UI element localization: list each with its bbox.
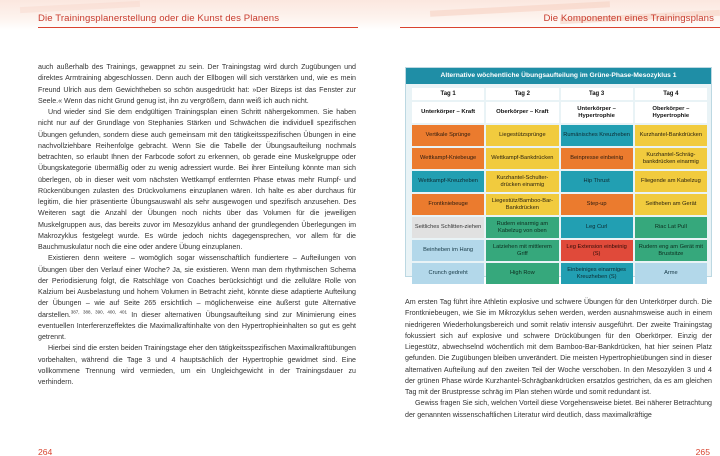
table-header-day2: Tag 2 [486, 88, 558, 100]
table-cell: Liegestützsprünge [486, 125, 558, 146]
table-cell: Rumänisches Kreuzheben [561, 125, 633, 146]
table-cell: Einbeiniges einarmiges Kreuzheben (S) [561, 263, 633, 284]
table-cell: Leg Curl [561, 217, 633, 238]
table-cell: Rudern eng am Gerät mit Brustsitze [635, 240, 707, 261]
table-cell: Rudern einarmig am Kabelzug von oben [486, 217, 558, 238]
table-cell: Leg Extension einbeinig (S) [561, 240, 633, 261]
right-page-body [405, 297, 712, 421]
table-cell: Arme [635, 263, 707, 284]
table-cell: Wettkampf-Bankdrücken [486, 148, 558, 169]
table-cell: Frontkniebeuge [412, 194, 484, 215]
citation-superscript: 387, 388, 390, 400, 401 [70, 309, 128, 315]
table-header-day4: Tag 4 [635, 88, 707, 100]
table-row-label: Oberkörper – Kraft [486, 102, 558, 123]
table-cell: Kurzhantel-Bankdrücken [635, 125, 707, 146]
table-title: Alternative wöchentliche Übungsaufteilung im Grüne-Phase-Mesozyklus 1 [406, 68, 711, 84]
exercise-split-table [405, 67, 712, 280]
table-cell: Fliegende am Kabelzug [635, 171, 707, 192]
header-rule-left [38, 27, 358, 28]
table-cell: Crunch gedreht [412, 263, 484, 284]
paragraph: Gewiss fragen Sie sich, welchen Vorteil diese Vorgehensweise bietet. Bei näherer Betrachtung der genannten wissenschaftlichen Literatur wird deutlich, dass maximalkräftige [405, 399, 712, 419]
table-cell: Latziehen mit mittlerem Griff [486, 240, 558, 261]
table-cell: Hip Thrust [561, 171, 633, 192]
table-cell: Riac Lat Pull [635, 217, 707, 238]
table-cell: Vertikale Sprünge [412, 125, 484, 146]
header-rule-right [400, 27, 720, 28]
table-cell: Liegestütz/Bamboo-Bar-Bankdrücken [486, 194, 558, 215]
table-header-day1: Tag 1 [412, 88, 484, 100]
table-cell: Step-up [561, 194, 633, 215]
table-grid [410, 86, 709, 286]
paragraph: Hierbei sind die ersten beiden Trainingstage eher den tätigkeitsspezifischen Maximalkraftübungen vorbehalten, während die Tage 3 und 4 hauptsächlich der Hypertrophie gewidmet sind. Eine vollkommene Trennung wird vermieden, um ein Ungleichgewicht in der Trainingsdauer zu verhindern. [38, 344, 356, 386]
table-cell: Wettkampf-Kniebeuge [412, 148, 484, 169]
paragraph: auch außerhalb des Trainings, gewappnet zu sein. Der Trainingstag wird durch Zugübungen und direktes Armtraining abgeschlossen. Denn auch der Ellbogen will sich verstärken und, wie es mein Freund Ulrich aus dem Gewichtheben so schön ausgedrückt hat: »Der Bizeps ist das Fenster zur Seele.« Wenn das nicht Grund genug ist, ihn zu vergrößern, dann weiß ich auch nicht. [38, 63, 356, 105]
table-header-day3: Tag 3 [561, 88, 633, 100]
left-page-body [38, 62, 356, 388]
page-number-left: 264 [38, 447, 53, 456]
table-cell: Seitheben am Gerät [635, 194, 707, 215]
table-cell: High Row [486, 263, 558, 284]
page-number-right: 265 [695, 447, 710, 456]
table-cell: Beinpresse einbeinig [561, 148, 633, 169]
table-cell: Beinheben im Hang [412, 240, 484, 261]
table-cell: Seitliches Schlitten-ziehen [412, 217, 484, 238]
table-row-label: Unterkörper – Hypertrophie [561, 102, 633, 123]
running-header-left: Die Trainingsplanerstellung oder die Kunst des Planens [38, 13, 280, 24]
table-cell: Kurzhantel-Schulter-drücken einarmig [486, 171, 558, 192]
table-cell: Kurzhantel-Schräg-bankdrücken einarmig [635, 148, 707, 169]
table-row-label: Unterkörper – Kraft [412, 102, 484, 123]
table-row-label: Oberkörper – Hypertrophie [635, 102, 707, 123]
paragraph: Existieren denn weitere – womöglich sogar wissenschaftlich fundiertere – Aufteilungen von Übungen über den Verlauf einer Woche? Ja, sie existieren. Wenn man dem rhythmischen Schema der Periodisierung folgt, die Ratschläge von Coaches berücksichtigt und die zelluläre Rolle von Kalzium bei Ausbelastung und hohem Volumen in Betracht zieht, könnte diese adaptierte Aufteilung der Übungen – wie auf Seite 265 ersichtlich – möglicherweise eine äußerst gute Alternative darstellen.$^{387, 388, 390, 400, 401}$ In dieser alternativen Übungsaufteilung sind zur Minimierung eines eventuellen Interferenzeffektes die Maximalkraftinhalte von den Hypertrophieinhalten so gut es geht getrennt. [38, 254, 356, 341]
running-header-right: Die Komponenten eines Trainingsplans [543, 13, 714, 24]
paragraph: Am ersten Tag führt ihre Athletin explosive und schwere Übungen für den Unterkörper durch. Die Frontkniebeugen, wie Sie im Mikrozyklus sehen werden, werden ausnahmsweise auch in einem niedrigeren Wiederholungsbereich und somit relativ intensiv ausgeführt. Der zweite Trainingstag fokussiert sich auf explosive und schwere Drückübungen für den Oberkörper. Einzig der Liegestütz, abwechselnd wöchentlich mit dem Bamboo-Bar-Bankdrücken, hat hier seinen Platz gefunden. Die Zugübungen bleiben unverändert. Die meisten Hypertrophieübungen sind in dieser alternativen Aufteilung auf den zweiten Teil der Woche verschoben. In den Mesozyklen 3 und 4 der grünen Phase würde Kurzhantel-Schrägbankdrücken ersatzlos gestrichen, da es am gleichen Tag mit der Brustpresse schräg im Plan stehen würde und somit redundant ist. [405, 298, 712, 396]
table-cell: Wettkampf-Kreuzheben [412, 171, 484, 192]
paragraph: Und wieder sind Sie dem endgültigen Trainingsplan einen Schritt nähergekommen. Sie haben nicht nur auf der Grundlage von Stephanies Stärken und Schwächen die individuell spezifischen Übungen gefunden, sondern diese auch gemeinsam mit den tätigkeitsspezifischen Übungen in eine nachvollziehbare Reihenfolge gebracht. Wenn Sie die Tabelle der Übungsaufteilung nochmals betrachten, so erlaubt Ihnen der Farbcode sofort zu erkennen, ob gerade eine Muskelgruppe oder Übungskategorie übermäßig oder zu wenig adressiert wurde. Bei ihrer Einteilung könnte man sich überlegen, ob in dieser weit vom nächsten Wettkampf entfernten Phase etwas mehr Rumpf- und Rückenübungen zulasten des Drückvolumens einzuplanen wären. Ich halte es aber durchaus für legitim, die hier präsentierte Übungsauswahl als sehr ausgewogen und spezifisch anzusehen. Des Weiteren sagt die Anzahl der Übungen noch nichts über das Volumen für die jeweiligen Muskelgruppen aus, das bereits zuvor im Mesozyklus anhand der grundlegenden Überlegungen im Makrozyklus festgelegt wurde. Es würde jedoch nichts dagegensprechen, vor allem für die Bauchmuskulatur noch die eine oder andere Übung einzuplanen. [38, 108, 356, 251]
